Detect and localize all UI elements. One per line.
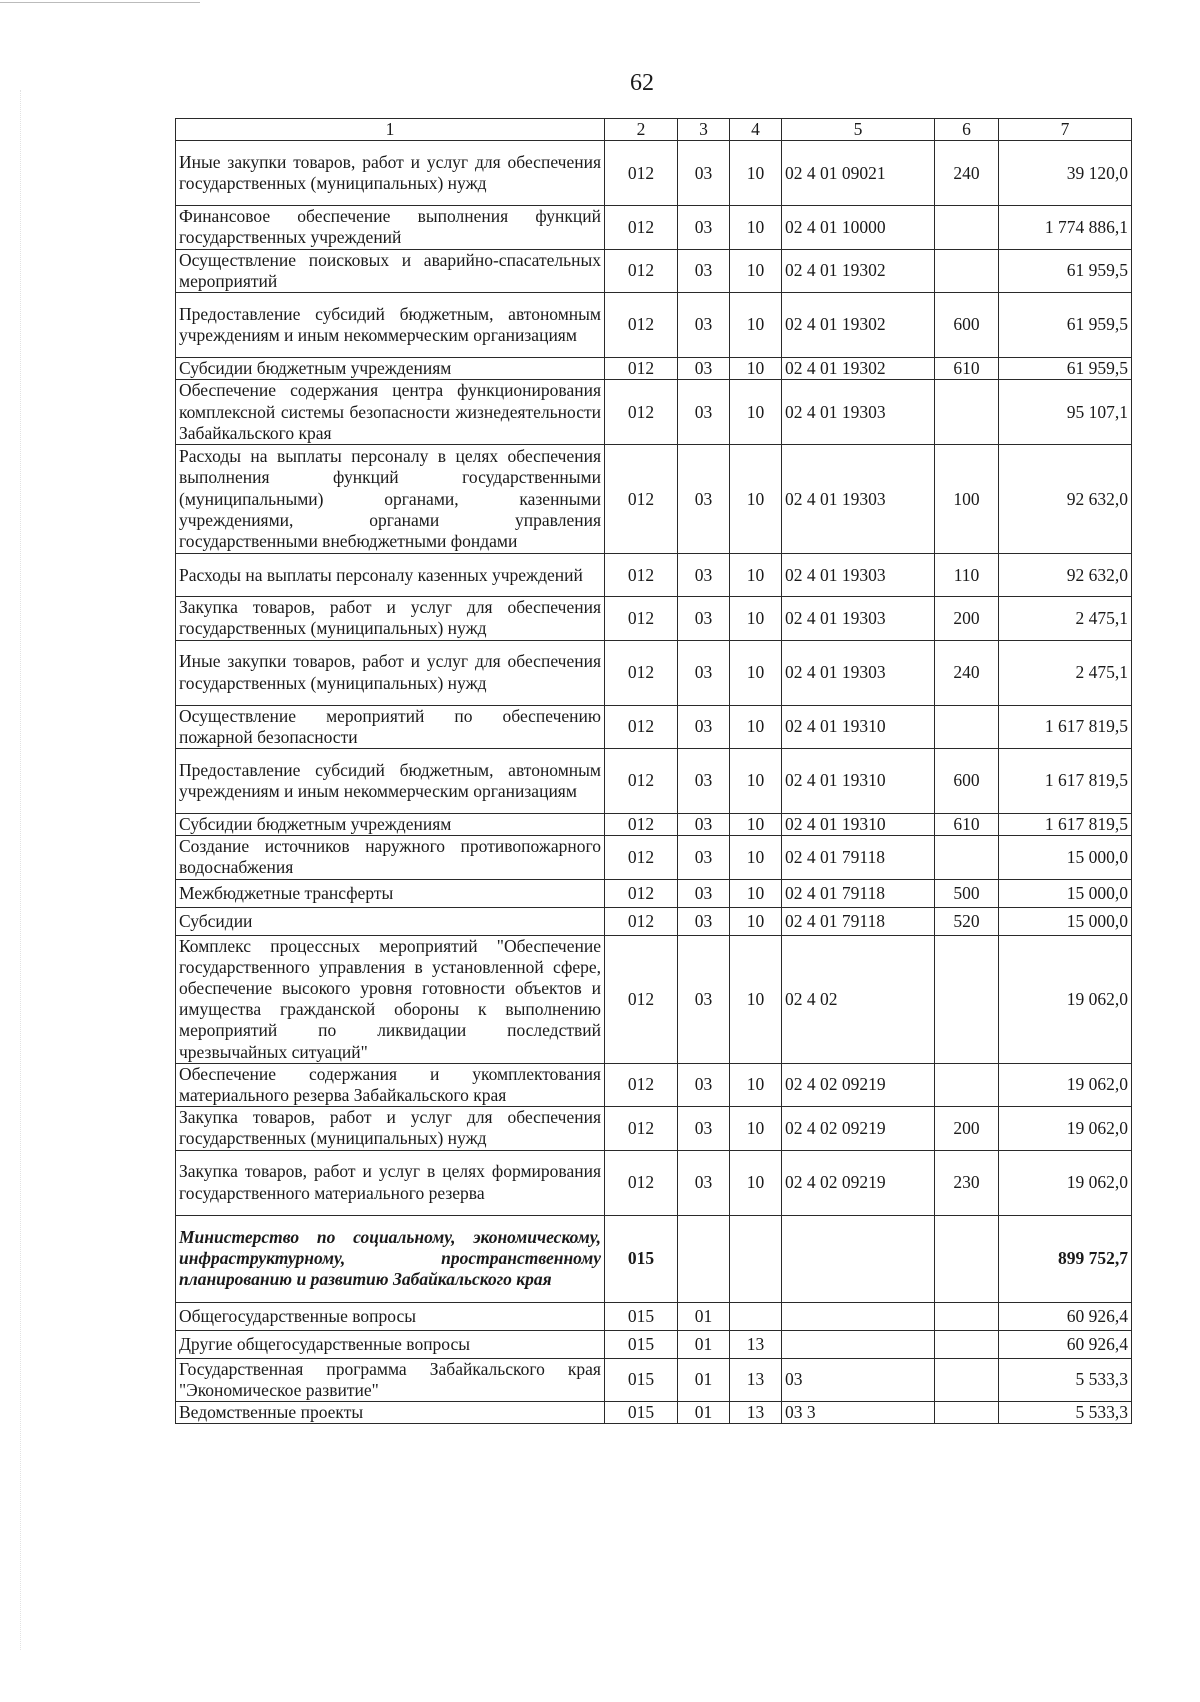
row-name: Осуществление поисковых и аварийно-спасательных мероприятий [176, 249, 605, 292]
ministry-code: 012 [605, 705, 678, 748]
column-header: 7 [999, 119, 1132, 141]
section-code: 03 [678, 249, 730, 292]
ministry-code: 012 [605, 141, 678, 206]
section-code: 01 [678, 1302, 730, 1330]
table-row [176, 640, 1132, 705]
subsection-code: 10 [730, 141, 782, 206]
table-row [176, 1107, 1132, 1150]
expense-type-code: 230 [935, 1150, 999, 1215]
subsection-code: 10 [730, 935, 782, 1063]
ministry-code: 012 [605, 1107, 678, 1150]
row-name: Осуществление мероприятий по обеспечению пожарной безопасности [176, 705, 605, 748]
section-code: 03 [678, 935, 730, 1063]
subsection-code: 10 [730, 249, 782, 292]
amount: 15 000,0 [999, 879, 1132, 907]
section-code: 03 [678, 907, 730, 935]
target-article-code: 02 4 01 19303 [782, 640, 935, 705]
subsection-code: 10 [730, 1107, 782, 1150]
target-article-code: 02 4 01 09021 [782, 141, 935, 206]
amount: 2 475,1 [999, 597, 1132, 640]
column-header: 5 [782, 119, 935, 141]
row-name: Расходы на выплаты персоналу в целях обеспечения выполнения функций государственными (муниципальными) органами, казенными учреждениями, органами управления государственными внебюджетными фондами [176, 445, 605, 554]
amount: 5 533,3 [999, 1402, 1132, 1424]
row-name: Закупка товаров, работ и услуг для обеспечения государственных (муниципальных) нужд [176, 1107, 605, 1150]
row-name: Общегосударственные вопросы [176, 1302, 605, 1330]
section-code: 03 [678, 445, 730, 554]
expense-type-code: 200 [935, 1107, 999, 1150]
row-name: Государственная программа Забайкальского края "Экономическое развитие" [176, 1358, 605, 1401]
section-code: 03 [678, 358, 730, 380]
subsection-code: 10 [730, 814, 782, 836]
row-name: Расходы на выплаты персоналу казенных учреждений [176, 554, 605, 597]
subsection-code: 10 [730, 836, 782, 879]
table-row [176, 1402, 1132, 1424]
target-article-code: 02 4 01 19302 [782, 249, 935, 292]
target-article-code [782, 1330, 935, 1358]
expense-type-code [935, 1302, 999, 1330]
row-name: Другие общегосударственные вопросы [176, 1330, 605, 1358]
column-header: 4 [730, 119, 782, 141]
expense-type-code [935, 1215, 999, 1302]
section-code: 03 [678, 1063, 730, 1106]
subsection-code: 10 [730, 358, 782, 380]
table-row [176, 597, 1132, 640]
ministry-code: 012 [605, 358, 678, 380]
target-article-code: 02 4 01 79118 [782, 836, 935, 879]
target-article-code [782, 1302, 935, 1330]
ministry-code: 012 [605, 445, 678, 554]
target-article-code: 02 4 02 09219 [782, 1107, 935, 1150]
subsection-code: 10 [730, 554, 782, 597]
table-row [176, 1330, 1132, 1358]
row-name: Предоставление субсидий бюджетным, автономным учреждениям и иным некоммерческим организациям [176, 749, 605, 814]
ministry-code: 012 [605, 1063, 678, 1106]
target-article-code: 02 4 02 [782, 935, 935, 1063]
amount: 1 617 819,5 [999, 814, 1132, 836]
expense-type-code: 500 [935, 879, 999, 907]
ministry-code: 012 [605, 249, 678, 292]
ministry-code: 012 [605, 1150, 678, 1215]
table-row [176, 206, 1132, 249]
expense-type-code [935, 705, 999, 748]
row-name: Создание источников наружного противопожарного водоснабжения [176, 836, 605, 879]
target-article-code: 02 4 01 19310 [782, 814, 935, 836]
section-code [678, 1215, 730, 1302]
amount: 39 120,0 [999, 141, 1132, 206]
ministry-code: 012 [605, 814, 678, 836]
target-article-code: 02 4 01 19302 [782, 358, 935, 380]
target-article-code: 02 4 01 19310 [782, 749, 935, 814]
table-row [176, 358, 1132, 380]
target-article-code: 02 4 01 79118 [782, 907, 935, 935]
ministry-code: 012 [605, 935, 678, 1063]
ministry-code: 012 [605, 554, 678, 597]
table-row [176, 1063, 1132, 1106]
table-row [176, 445, 1132, 554]
subsection-code: 13 [730, 1358, 782, 1401]
section-code: 03 [678, 554, 730, 597]
amount: 92 632,0 [999, 554, 1132, 597]
amount: 60 926,4 [999, 1330, 1132, 1358]
target-article-code: 02 4 01 19310 [782, 705, 935, 748]
budget-table [175, 118, 1132, 1424]
amount: 19 062,0 [999, 935, 1132, 1063]
row-name: Субсидии бюджетным учреждениям [176, 814, 605, 836]
subsection-code: 10 [730, 206, 782, 249]
row-name: Обеспечение содержания центра функционирования комплексной системы безопасности жизнедеятельности Забайкальского края [176, 380, 605, 445]
expense-type-code: 610 [935, 358, 999, 380]
ministry-code: 015 [605, 1330, 678, 1358]
subsection-code: 10 [730, 1150, 782, 1215]
row-name: Финансовое обеспечение выполнения функций государственных учреждений [176, 206, 605, 249]
expense-type-code: 110 [935, 554, 999, 597]
section-code: 03 [678, 749, 730, 814]
scan-edge-line [0, 2, 200, 3]
target-article-code: 02 4 01 10000 [782, 206, 935, 249]
amount: 2 475,1 [999, 640, 1132, 705]
amount: 61 959,5 [999, 358, 1132, 380]
table-row [176, 1215, 1132, 1302]
expense-type-code: 600 [935, 749, 999, 814]
subsection-code: 13 [730, 1330, 782, 1358]
table-header-row [176, 119, 1132, 141]
expense-type-code [935, 1358, 999, 1401]
target-article-code: 03 3 [782, 1402, 935, 1424]
subsection-code: 10 [730, 445, 782, 554]
table-row [176, 907, 1132, 935]
amount: 60 926,4 [999, 1302, 1132, 1330]
table-row [176, 293, 1132, 358]
section-code: 03 [678, 640, 730, 705]
row-name: Иные закупки товаров, работ и услуг для обеспечения государственных (муниципальных) нужд [176, 141, 605, 206]
expense-type-code [935, 1402, 999, 1424]
subsection-code [730, 1302, 782, 1330]
ministry-code: 012 [605, 640, 678, 705]
amount: 1 774 886,1 [999, 206, 1132, 249]
subsection-code: 10 [730, 293, 782, 358]
table-row [176, 249, 1132, 292]
target-article-code: 02 4 01 19303 [782, 554, 935, 597]
table-row [176, 836, 1132, 879]
expense-type-code [935, 249, 999, 292]
column-header: 2 [605, 119, 678, 141]
table-row [176, 705, 1132, 748]
row-name: Комплекс процессных мероприятий "Обеспечение государственного управления в установленной сфере, обеспечение высокого уровня готовности объектов и имущества гражданской обороны к выполнению мероприятий по ликвидации последствий чрезвычайных ситуаций" [176, 935, 605, 1063]
ministry-code: 012 [605, 206, 678, 249]
amount: 1 617 819,5 [999, 705, 1132, 748]
amount: 95 107,1 [999, 380, 1132, 445]
subsection-code: 10 [730, 907, 782, 935]
ministry-code: 012 [605, 907, 678, 935]
target-article-code: 03 [782, 1358, 935, 1401]
amount: 15 000,0 [999, 907, 1132, 935]
table-row [176, 1302, 1132, 1330]
ministry-code: 015 [605, 1215, 678, 1302]
amount: 19 062,0 [999, 1107, 1132, 1150]
ministry-code: 012 [605, 836, 678, 879]
section-code: 01 [678, 1330, 730, 1358]
row-name: Закупка товаров, работ и услуг в целях формирования государственного материального резерва [176, 1150, 605, 1215]
amount: 15 000,0 [999, 836, 1132, 879]
section-code: 01 [678, 1402, 730, 1424]
ministry-code: 012 [605, 293, 678, 358]
expense-type-code: 240 [935, 640, 999, 705]
row-name: Ведомственные проекты [176, 1402, 605, 1424]
scan-fold-line [20, 90, 21, 1650]
column-header: 1 [176, 119, 605, 141]
subsection-code: 10 [730, 597, 782, 640]
subsection-code: 10 [730, 380, 782, 445]
row-name: Межбюджетные трансферты [176, 879, 605, 907]
table-row [176, 1358, 1132, 1401]
subsection-code: 10 [730, 1063, 782, 1106]
amount: 5 533,3 [999, 1358, 1132, 1401]
expense-type-code [935, 836, 999, 879]
subsection-code: 13 [730, 1402, 782, 1424]
column-header: 6 [935, 119, 999, 141]
expense-type-code: 240 [935, 141, 999, 206]
ministry-code: 012 [605, 597, 678, 640]
section-code: 03 [678, 380, 730, 445]
amount: 1 617 819,5 [999, 749, 1132, 814]
ministry-code: 012 [605, 749, 678, 814]
amount: 899 752,7 [999, 1215, 1132, 1302]
row-name: Предоставление субсидий бюджетным, автономным учреждениям и иным некоммерческим организациям [176, 293, 605, 358]
section-code: 03 [678, 141, 730, 206]
section-code: 03 [678, 705, 730, 748]
expense-type-code: 100 [935, 445, 999, 554]
expense-type-code: 600 [935, 293, 999, 358]
target-article-code: 02 4 01 19303 [782, 380, 935, 445]
ministry-code: 015 [605, 1302, 678, 1330]
ministry-code: 012 [605, 380, 678, 445]
table-row [176, 554, 1132, 597]
target-article-code: 02 4 02 09219 [782, 1150, 935, 1215]
subsection-code: 10 [730, 705, 782, 748]
table-row [176, 380, 1132, 445]
row-name: Обеспечение содержания и укомплектования материального резерва Забайкальского края [176, 1063, 605, 1106]
expense-type-code [935, 1330, 999, 1358]
section-code: 03 [678, 597, 730, 640]
subsection-code: 10 [730, 640, 782, 705]
section-code: 03 [678, 879, 730, 907]
subsection-code: 10 [730, 749, 782, 814]
expense-type-code: 520 [935, 907, 999, 935]
table-row [176, 1150, 1132, 1215]
section-code: 01 [678, 1358, 730, 1401]
page-number: 62 [630, 70, 654, 96]
amount: 92 632,0 [999, 445, 1132, 554]
expense-type-code [935, 935, 999, 1063]
section-code: 03 [678, 206, 730, 249]
target-article-code: 02 4 01 79118 [782, 879, 935, 907]
amount: 19 062,0 [999, 1150, 1132, 1215]
row-name: Субсидии [176, 907, 605, 935]
expense-type-code [935, 380, 999, 445]
section-code: 03 [678, 293, 730, 358]
table-row [176, 879, 1132, 907]
expense-type-code [935, 1063, 999, 1106]
target-article-code: 02 4 01 19303 [782, 597, 935, 640]
target-article-code [782, 1215, 935, 1302]
target-article-code: 02 4 02 09219 [782, 1063, 935, 1106]
table-row [176, 814, 1132, 836]
expense-type-code: 610 [935, 814, 999, 836]
amount: 19 062,0 [999, 1063, 1132, 1106]
section-code: 03 [678, 836, 730, 879]
ministry-code: 015 [605, 1402, 678, 1424]
target-article-code: 02 4 01 19302 [782, 293, 935, 358]
expense-type-code: 200 [935, 597, 999, 640]
section-code: 03 [678, 1150, 730, 1215]
subsection-code [730, 1215, 782, 1302]
amount: 61 959,5 [999, 249, 1132, 292]
subsection-code: 10 [730, 879, 782, 907]
ministry-code: 015 [605, 1358, 678, 1401]
row-name: Министерство по социальному, экономическому, инфраструктурному, пространственному планированию и развитию Забайкальского края [176, 1215, 605, 1302]
row-name: Субсидии бюджетным учреждениям [176, 358, 605, 380]
expense-type-code [935, 206, 999, 249]
target-article-code: 02 4 01 19303 [782, 445, 935, 554]
section-code: 03 [678, 1107, 730, 1150]
row-name: Иные закупки товаров, работ и услуг для обеспечения государственных (муниципальных) нужд [176, 640, 605, 705]
column-header: 3 [678, 119, 730, 141]
amount: 61 959,5 [999, 293, 1132, 358]
table-row [176, 749, 1132, 814]
ministry-code: 012 [605, 879, 678, 907]
table-row [176, 935, 1132, 1063]
table-row [176, 141, 1132, 206]
row-name: Закупка товаров, работ и услуг для обеспечения государственных (муниципальных) нужд [176, 597, 605, 640]
section-code: 03 [678, 814, 730, 836]
